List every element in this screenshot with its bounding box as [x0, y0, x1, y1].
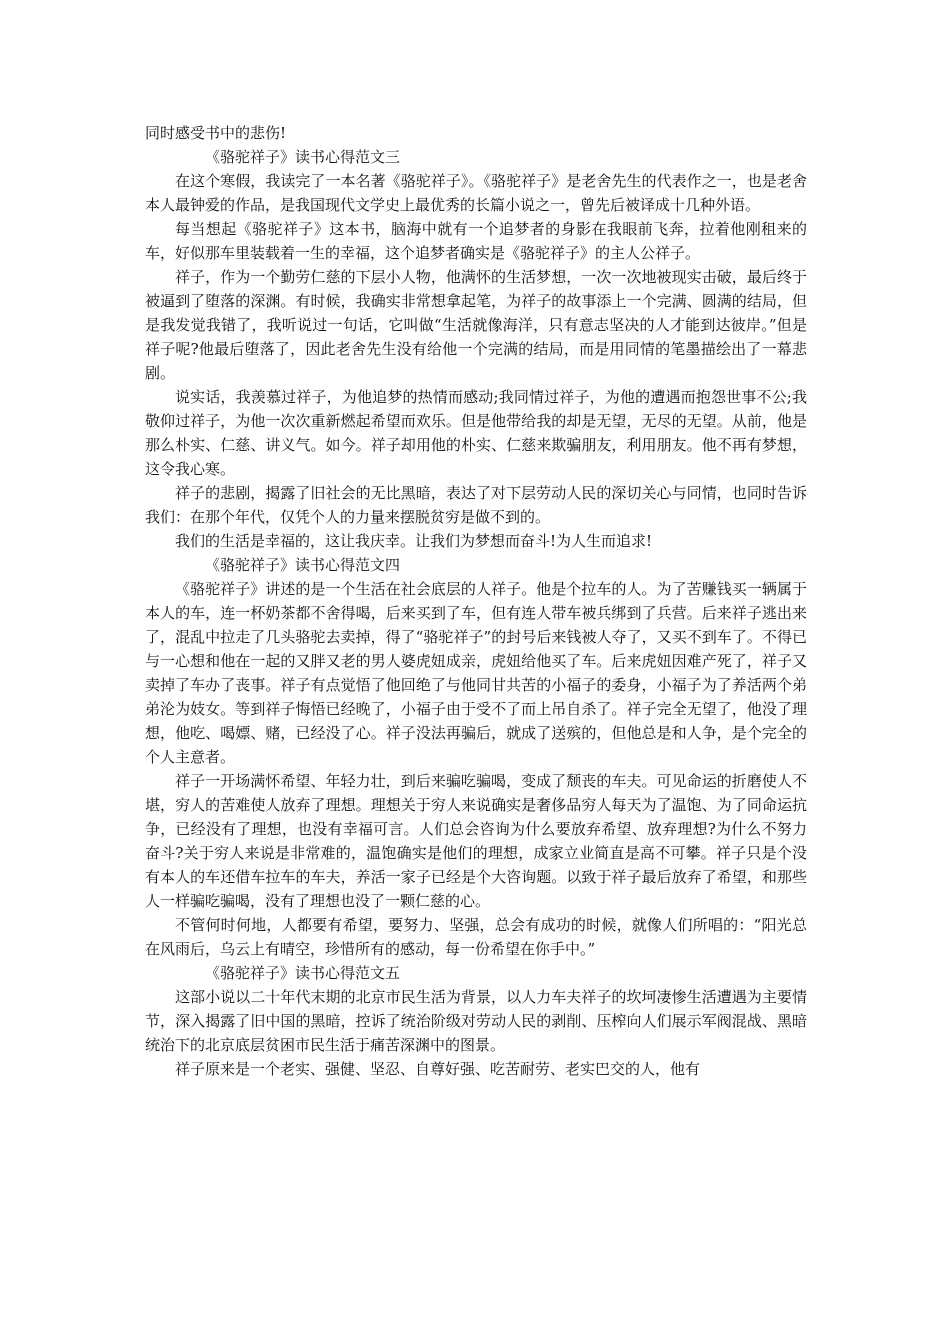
- paragraph-continuation: 同时感受书中的悲伤!: [145, 124, 287, 142]
- section-heading-5: 《骆驼祥子》读书心得范文五: [205, 964, 401, 982]
- paragraph: 这部小说以二十年代末期的北京市民生活为背景，以人力车夫祥子的坎坷凄惨生活遭遇为主要情节，深入揭露了旧中国的黑暗，控诉了统治阶级对劳动人民的剥削、压榨向人们展示军阀混战、黑暗统治下的北京底层贫困市民生活于痛苦深渊中的图景。: [145, 988, 807, 1054]
- paragraph: 不管何时何地，人都要有希望，要努力、坚强，总会有成功的时候，就像人们所唱的：“阳光总在风雨后，乌云上有晴空，珍惜所有的感动，每一份希望在你手中。”: [145, 916, 807, 958]
- paragraph: 在这个寒假，我读完了一本名著《骆驼祥子》。《骆驼祥子》是老舍先生的代表作之一，也是老舍本人最钟爱的作品，是我国现代文学史上最优秀的长篇小说之一，曾先后被译成十几种外语。: [145, 172, 807, 214]
- section-heading-4: 《骆驼祥子》读书心得范文四: [205, 556, 401, 574]
- paragraph: 每当想起《骆驼祥子》这本书，脑海中就有一个追梦者的身影在我眼前飞奔，拉着他刚租来的车，好似那车里装载着一生的幸福，这个追梦者确实是《骆驼祥子》的主人公祥子。: [145, 220, 807, 262]
- paragraph: 祥子，作为一个勤劳仁慈的下层小人物，他满怀的生活梦想，一次一次地被现实击破，最后终于被逼到了堕落的深渊。有时候，我确实非常想拿起笔，为祥子的故事添上一个完满、圆满的结局，但是我发觉我错了，我听说过一句话，它叫做“生活就像海洋，只有意志坚决的人才能到达彼岸。”但是祥子呢?他最后堕落了，因此老舍先生没有给他一个完满的结局，而是用同情的笔墨描绘出了一幕悲剧。: [145, 268, 807, 382]
- paragraph: 祥子的悲剧，揭露了旧社会的无比黑暗，表达了对下层劳动人民的深切关心与同情，也同时告诉我们：在那个年代，仅凭个人的力量来摆脱贫穷是做不到的。: [145, 484, 807, 526]
- paragraph: 说实话，我羡慕过祥子，为他追梦的热情而感动;我同情过祥子，为他的遭遇而抱怨世事不公;我敬仰过祥子，为他一次次重新燃起希望而欢乐。但是他带给我的却是无望，无尽的无望。从前，他是那么朴实、仁慈、讲义气。如今。祥子却用他的朴实、仁慈来欺骗朋友，利用朋友。他不再有梦想，这令我心寒。: [145, 388, 807, 478]
- paragraph: 祥子原来是一个老实、强健、坚忍、自尊好强、吃苦耐劳、老实巴交的人，他有: [175, 1060, 701, 1078]
- document-page: [145, 121, 807, 1081]
- paragraph: 祥子一开场满怀希望、年轻力壮，到后来骗吃骗喝，变成了颓丧的车夫。可见命运的折磨使人不堪，穷人的苦难使人放弃了理想。理想关于穷人来说确实是奢侈品穷人每天为了温饱、为了同命运抗争，已经没有了理想，也没有幸福可言。人们总会咨询为什么要放弃希望、放弃理想?为什么不努力奋斗?关于穷人来说是非常难的，温饱确实是他们的理想，成家立业简直是高不可攀。祥子只是个没有本人的车还借车拉车的车夫，养活一家子已经是个大咨询题。以致于祥子最后放弃了希望，和那些人一样骗吃骗喝，没有了理想也没了一颗仁慈的心。: [145, 772, 807, 910]
- paragraph: 我们的生活是幸福的，这让我庆幸。让我们为梦想而奋斗!为人生而追求!: [175, 532, 653, 550]
- paragraph: 《骆驼祥子》讲述的是一个生活在社会底层的人祥子。他是个拉车的人。为了苦赚钱买一辆属于本人的车，连一杯奶茶都不舍得喝，后来买到了车，但有连人带车被兵绑到了兵营。后来祥子逃出来了，混乱中拉走了几头骆驼去卖掉，得了“骆驼祥子”的封号后来钱被人夺了，又买不到车了。不得已与一心想和他在一起的又胖又老的男人婆虎妞成亲，虎妞给他买了车。后来虎妞因难产死了，祥子又卖掉了车办了丧事。祥子有点觉悟了他回绝了与他同甘共苦的小福子的委身，小福子为了养活两个弟弟沦为妓女。等到祥子悔悟已经晚了，小福子由于受不了而上吊自杀了。祥子完全无望了，他没了理想，他吃、喝嫖、赌，已经没了心。祥子没法再骗后，就成了送殡的，但他总是和人争，是个完全的个人主意者。: [145, 580, 807, 766]
- section-heading-3: 《骆驼祥子》读书心得范文三: [205, 148, 401, 166]
